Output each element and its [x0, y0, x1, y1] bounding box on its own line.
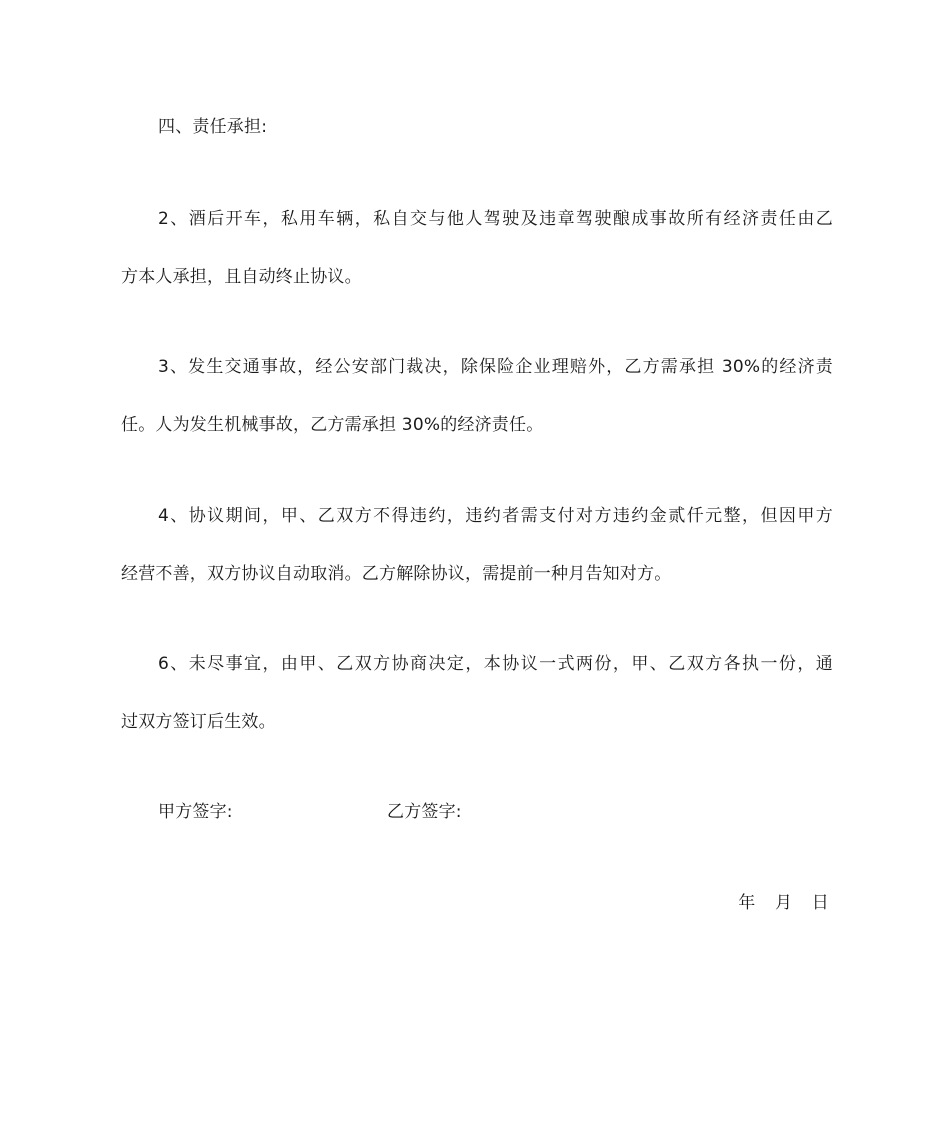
party-a-signature-label: 甲方签字:	[158, 802, 233, 822]
clause-4-line-1: 4、协议期间，甲、乙双方不得违约，违约者需支付对方违约金贰仟元整，但因甲方	[158, 506, 833, 526]
clause-2-line-1: 2、酒后开车，私用车辆，私自交与他人驾驶及违章驾驶酿成事故所有经济责任由乙	[158, 209, 833, 229]
clause-3-line-2: 任。人为发生机械事故，乙方需承担 30%的经济责任。	[121, 415, 544, 435]
party-b-signature-label: 乙方签字:	[387, 802, 462, 822]
date-line: 年 月 日	[738, 893, 829, 913]
clause-6-line-2: 过双方签订后生效。	[121, 712, 276, 732]
clause-3-line-1: 3、发生交通事故，经公安部门裁决，除保险企业理赔外，乙方需承担 30%的经济责	[158, 357, 833, 377]
clause-6-line-1: 6、未尽事宜，由甲、乙双方协商决定，本协议一式两份，甲、乙双方各执一份，通	[158, 654, 833, 674]
clause-4-line-2: 经营不善，双方协议自动取消。乙方解除协议，需提前一种月告知对方。	[121, 564, 672, 584]
clause-2-line-2: 方本人承担，且自动终止协议。	[121, 267, 362, 287]
section-heading: 四、责任承担:	[158, 117, 268, 137]
